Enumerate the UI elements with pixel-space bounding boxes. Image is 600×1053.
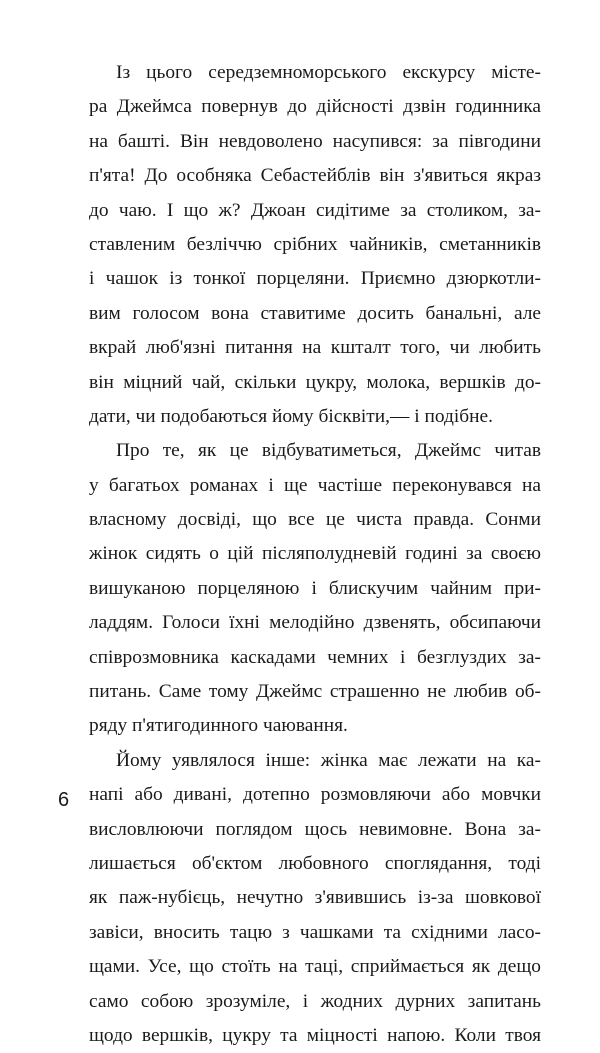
text-line: Із цього середземноморського екскурсу місте- xyxy=(116,62,541,83)
text-line: ставленим безліччю срібних чайників, сметанників xyxy=(89,233,541,255)
text-line: на башті. Він невдоволено насупився: за півгодини xyxy=(89,130,541,152)
text-line: власному досвіді, що все це чиста правда. Сонми xyxy=(89,509,541,531)
text-line: вкрай люб'язні питання на кшталт того, чи любить xyxy=(89,337,541,359)
paragraph xyxy=(89,434,541,744)
paragraph xyxy=(89,56,541,434)
text-line: само собою зрозуміле, і жодних дурних запитань xyxy=(89,990,541,1012)
text-line: ряду п'ятигодинного чаювання. xyxy=(89,715,348,737)
text-line: щодо вершків, цукру та міцності напою. Коли твоя xyxy=(89,1024,541,1046)
body-text xyxy=(89,56,541,1053)
text-line: співрозмовника каскадами чемних і безглуздих за- xyxy=(89,646,541,668)
text-line: вишуканою порцеляною і блискучим чайним при- xyxy=(89,577,541,599)
text-line: напі або дивані, дотепно розмовляючи або мовчки xyxy=(89,784,541,806)
page-number: 6 xyxy=(58,789,70,811)
text-line: як паж-нубієць, нечутно з'явившись із-за шовкової xyxy=(89,887,541,909)
text-line: ладдям. Голоси їхні мелодійно дзвенять, обсипаючи xyxy=(89,612,541,634)
text-line: лишається об'єктом любовного споглядання, тоді xyxy=(89,852,541,874)
text-line: висловлюючи поглядом щось невимовне. Вона за- xyxy=(89,818,541,840)
text-line: дати, чи подобаються йому бісквіти,— і подібне. xyxy=(89,405,493,427)
text-line: і чашок із тонкої порцеляни. Приємно дзюркотли- xyxy=(89,268,541,290)
text-line: завіси, вносить тацю з чашками та східними ласо- xyxy=(89,921,541,943)
text-line: до чаю. І що ж? Джоан сидітиме за столиком, за- xyxy=(89,199,541,221)
text-line: жінок сидять о цій післяполудневій годині за своєю xyxy=(89,543,541,565)
text-line: п'ята! До особняка Себастейблів він з'явиться якраз xyxy=(89,165,541,187)
text-line: Йому уявлялося інше: жінка має лежати на ка- xyxy=(116,749,541,771)
text-line: у багатьох романах і ще частіше переконувався на xyxy=(89,474,541,496)
paragraph xyxy=(89,744,541,1053)
text-line: питань. Саме тому Джеймс страшенно не любив об- xyxy=(89,681,541,703)
text-line: вим голосом вона ставитиме досить банальні, але xyxy=(89,302,541,324)
text-line: щами. Усе, що стоїть на таці, сприймається як дещо xyxy=(89,956,541,978)
text-line: він міцний чай, скільки цукру, молока, вершків до- xyxy=(89,371,541,393)
text-line: ра Джеймса повернув до дійсності дзвін годинника xyxy=(89,96,541,118)
text-line: Про те, як це відбуватиметься, Джеймс читав xyxy=(116,440,541,462)
